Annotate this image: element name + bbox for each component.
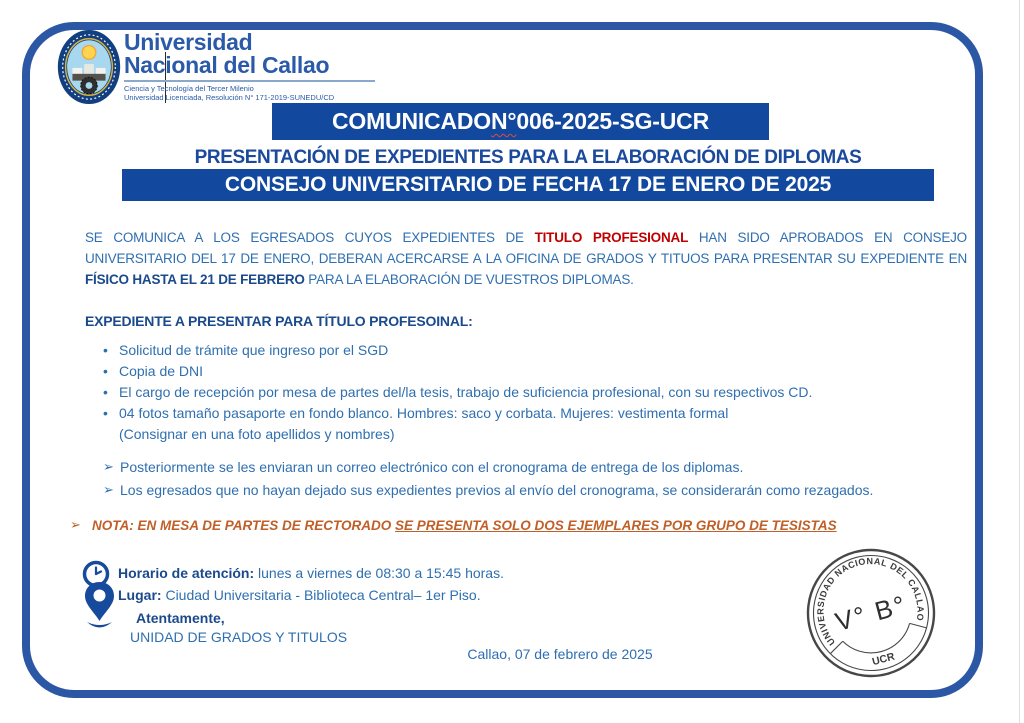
horario-line <box>118 565 504 581</box>
paragraph-highlight-red: TITULO PROFESIONAL <box>534 230 689 245</box>
nota-line <box>70 518 870 533</box>
requirements-list <box>103 340 973 445</box>
atentamente-text: Atentamente, <box>136 610 225 626</box>
university-name-line2: Nacional del Callao <box>124 52 330 78</box>
university-name <box>124 31 329 77</box>
announcement-paragraph <box>85 227 967 290</box>
scan-edge-line <box>1019 0 1020 723</box>
arrow-note <box>103 456 973 479</box>
list-item-text: Copia de DNI <box>119 363 204 379</box>
lugar-value: Ciudad Universitaria - Biblioteca Central– 1er Piso. <box>161 587 481 603</box>
arrow-notes <box>103 456 973 502</box>
bullet-icon: • <box>103 363 108 379</box>
list-item <box>103 340 973 361</box>
tagline-line1: Ciencia y Tecnología del Tercer Milenio <box>124 84 254 93</box>
location-pin-icon <box>83 581 116 631</box>
list-item-text: 04 fotos tamaño pasaporte en fondo blanco. Hombres: saco y corbata. Mujeres: vestimenta formal <box>119 405 729 421</box>
arrow-note-text: Posteriormente se les enviaran un correo electrónico con el cronograma de entrega de los diplomas. <box>120 459 744 475</box>
comunicado-title-post: 006-2025-SG-UCR <box>516 108 709 134</box>
paragraph-part2: HAN SIDO APROBADOS EN CONSEJO UNIVERSITARIO DEL 17 DE ENERO, DEBERAN ACERCARSE A LA OFICINA DE GRADOS Y TITUOS PARA PRESENTAR SU EXPEDIENTE EN <box>85 230 967 266</box>
requirements-heading: EXPEDIENTE A PRESENTAR PARA TÍTULO PROFESOINAL: <box>85 313 473 329</box>
paragraph-part1: SE COMUNICA A LOS EGRESADOS CUYOS EXPEDIENTES DE <box>85 230 535 245</box>
comunicado-title-pre: COMUNICADO <box>331 108 491 134</box>
nota-underlined: SE PRESENTA SOLO DOS EJEMPLARES POR GRUPO DE TESISTAS <box>395 518 837 533</box>
nota-text <box>92 518 837 533</box>
stamp-center-text: V° B° <box>832 589 910 637</box>
letterhead-divider <box>124 80 375 82</box>
horario-label: Horario de atención: <box>118 565 255 581</box>
university-tagline <box>124 84 334 102</box>
arrowhead-icon: ➢ <box>103 483 114 498</box>
list-item <box>103 403 973 424</box>
bullet-icon: • <box>103 384 108 400</box>
list-item-note: (Consignar en una foto apellidos y nombres) <box>119 426 395 442</box>
comunicado-title-num: N° <box>490 108 517 134</box>
vobo-stamp <box>805 547 937 679</box>
bullet-icon: • <box>103 342 108 358</box>
paragraph-part3: PARA LA ELABORACIÓN DE VUESTROS DIPLOMAS. <box>304 272 634 287</box>
date-line: Callao, 07 de febrero de 2025 <box>467 646 653 662</box>
nota-label: NOTA: EN MESA DE PARTES DE RECTORADO <box>92 518 396 533</box>
horario-value: lunes a viernes de 08:30 a 15:45 horas. <box>254 565 504 581</box>
consejo-banner: CONSEJO UNIVERSITARIO DE FECHA 17 DE ENERO DE 2025 <box>122 169 934 201</box>
arrow-note-text: Los egresados que no hayan dejado sus expedientes previos al envío del cronograma, se considerarán como rezagados. <box>120 482 874 498</box>
bullet-icon: • <box>103 405 108 421</box>
stamp-ring-text: UNIVERSIDAD NACIONAL DEL CALLAO <box>815 556 926 648</box>
subtitle-presentacion: PRESENTACIÓN DE EXPEDIENTES PARA LA ELABORACIÓN DE DIPLOMAS <box>194 147 862 168</box>
university-name-line1: Universidad <box>124 29 253 55</box>
arrowhead-icon: ➢ <box>103 460 114 475</box>
list-item-text: Solicitud de trámite que ingreso por el SGD <box>119 342 389 358</box>
lugar-label: Lugar: <box>118 587 162 603</box>
list-item-continuation <box>103 424 973 445</box>
university-seal-icon <box>56 29 122 105</box>
comunicado-title-banner <box>272 103 769 140</box>
arrow-note <box>103 479 973 502</box>
tagline-line2: Universidad Licenciada, Resolución N° 171-2019-SUNEDU/CD <box>124 93 335 102</box>
stamp-bottom-text: UCR <box>870 650 896 669</box>
arrowhead-icon: ➢ <box>70 518 81 533</box>
unidad-text: UNIDAD DE GRADOS Y TITULOS <box>130 629 348 645</box>
list-item <box>103 382 973 403</box>
list-item-text: El cargo de recepción por mesa de partes del/la tesis, trabajo de suficiencia profesional, con su respectivos CD. <box>119 384 813 400</box>
list-item <box>103 361 973 382</box>
paragraph-highlight-bold: FÍSICO HASTA EL 21 DE FEBRERO <box>85 272 305 287</box>
lugar-line <box>118 587 481 603</box>
bullet-spacer <box>103 424 119 445</box>
